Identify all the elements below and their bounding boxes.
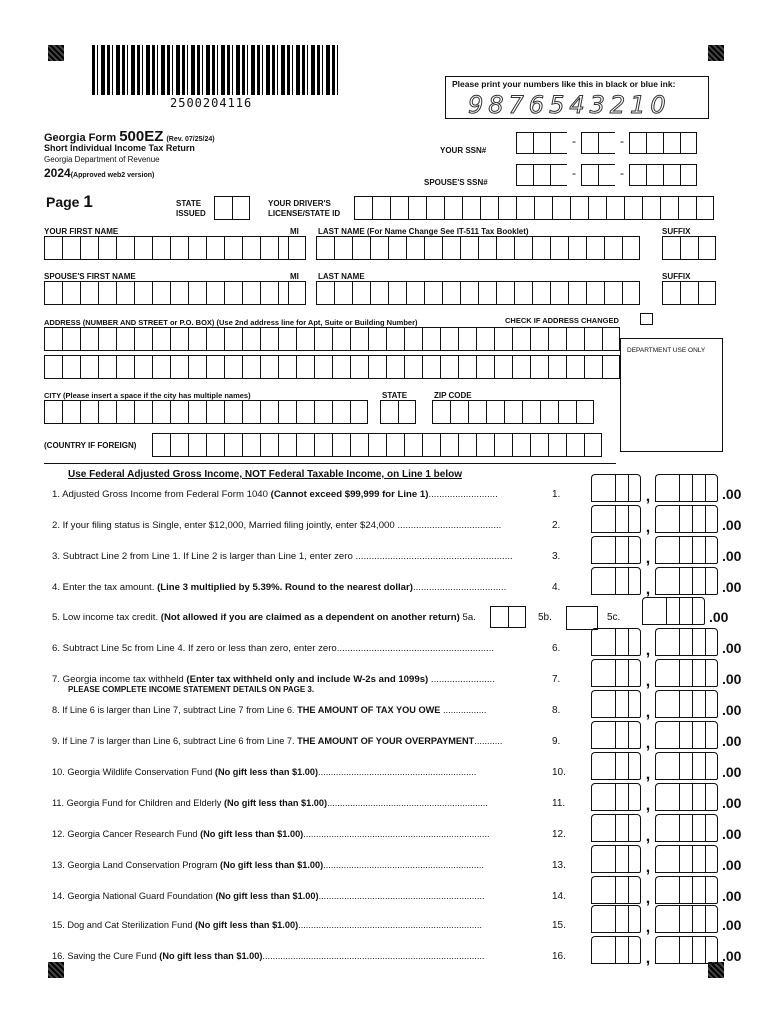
line-number-8: 8. — [552, 705, 561, 716]
zip-code-field[interactable] — [432, 400, 594, 424]
country-label: (COUNTRY IF FOREIGN) — [44, 441, 137, 450]
drivers-license-label: YOUR DRIVER'S LICENSE/STATE ID — [268, 199, 341, 218]
line-7-text: 7. Georgia income tax withheld (Enter tax withheld only and include W-2s and 1099s) ........................ — [52, 674, 495, 685]
your-mi-field[interactable] — [288, 236, 306, 260]
sample-digits: 9876543210 — [468, 91, 671, 119]
address-changed-label: CHECK IF ADDRESS CHANGED — [505, 316, 619, 325]
city-field[interactable] — [44, 400, 368, 424]
cents-label: .00 — [722, 548, 742, 564]
thousands-separator: , — [645, 766, 651, 783]
thousands-separator: , — [645, 673, 651, 690]
amount-field-line-12[interactable] — [591, 814, 742, 845]
thousands-separator: , — [645, 550, 651, 567]
zip-code-label: ZIP CODE — [434, 391, 472, 400]
amount-field-line-9[interactable] — [591, 721, 742, 752]
cents-label: .00 — [722, 826, 742, 842]
amount-field-line-7[interactable] — [591, 659, 742, 690]
address-label: ADDRESS (NUMBER AND STREET or P.O. BOX) (Use 2nd address line for Apt, Suite or Building Number) — [44, 318, 418, 327]
line-number-14: 14. — [552, 891, 566, 902]
line-number-4: 4. — [552, 582, 561, 593]
registration-mark-bottom-right — [708, 962, 724, 978]
line-number-6: 6. — [552, 643, 561, 654]
amount-field-line-10[interactable] — [591, 752, 742, 783]
line-11-text: 11. Georgia Fund for Children and Elderly (No gift less than $1.00)............................................................... — [52, 798, 488, 808]
amount-field-line-5c[interactable] — [642, 597, 728, 625]
thousands-separator: , — [645, 519, 651, 536]
registration-mark-bottom-left — [48, 962, 64, 978]
line-2-text: 2. If your filing status is Single, enter $12,000, Married filing jointly, enter $24,000 ....................................... — [52, 520, 502, 531]
thousands-separator: , — [645, 735, 651, 752]
line-number-13: 13. — [552, 860, 566, 871]
amount-field-line-3[interactable] — [591, 536, 742, 567]
state-issued-field[interactable] — [214, 196, 250, 220]
cents-label: .00 — [709, 609, 729, 625]
spouse-first-name-field[interactable] — [44, 281, 296, 305]
amount-field-line-16[interactable] — [591, 936, 742, 967]
amount-field-line-4[interactable] — [591, 567, 742, 598]
spouse-last-name-label: LAST NAME — [318, 272, 365, 281]
thousands-separator: , — [645, 488, 651, 505]
form-title: Georgia Form 500EZ (Rev. 07/25/24) — [44, 128, 215, 145]
country-field[interactable] — [152, 433, 602, 457]
cents-label: .00 — [722, 579, 742, 595]
amount-field-line-15[interactable] — [591, 905, 742, 936]
line-8-text: 8. If Line 6 is larger than Line 7, subtract Line 7 from Line 6. THE AMOUNT OF TAX YOU OWE ................. — [52, 705, 487, 715]
line-number-12: 12. — [552, 829, 566, 840]
thousands-separator: , — [645, 950, 651, 967]
cents-label: .00 — [722, 671, 742, 687]
spouse-first-name-label: SPOUSE'S FIRST NAME — [44, 272, 136, 281]
form-subtitle: Short Individual Income Tax Return — [44, 143, 195, 153]
last-name-change-label: LAST NAME (For Name Change See IT-511 Tax Booklet) — [318, 227, 529, 236]
page-indicator: Page 1 — [46, 192, 93, 211]
line-13-text: 13. Georgia Land Conservation Program (No gift less than $1.00)............................................................... — [52, 860, 484, 870]
your-suffix-field[interactable] — [662, 236, 716, 260]
line-number-3: 3. — [552, 551, 561, 562]
cents-label: .00 — [722, 764, 742, 780]
your-first-name-field[interactable] — [44, 236, 296, 260]
spouse-mi-field[interactable] — [288, 281, 306, 305]
your-ssn-field[interactable]: - - — [516, 132, 697, 154]
mi-label: MI — [290, 227, 299, 236]
line-12-text: 12. Georgia Cancer Research Fund (No gift less than $1.00)......................................................................... — [52, 829, 490, 839]
spouse-ssn-field[interactable]: - - — [516, 164, 697, 186]
line-5-text: 5. Low income tax credit. (Not allowed if you are claimed as a dependent on another return) 5a. — [52, 612, 476, 623]
tax-year: 2024(Approved web2 version) — [44, 166, 155, 180]
line-14-text: 14. Georgia National Guard Foundation (No gift less than $1.00)................................................................. — [52, 891, 485, 901]
your-first-name-label: YOUR FIRST NAME — [44, 227, 119, 236]
registration-mark-top-right — [708, 45, 724, 61]
state-label: STATE — [382, 391, 408, 400]
line-6-text: 6. Subtract Line 5c from Line 4. If zero or less than zero, enter zero........................................................... — [52, 643, 495, 654]
line-number-16: 16. — [552, 951, 566, 962]
cents-label: .00 — [722, 917, 742, 933]
city-label: CITY (Please insert a space if the city has multiple names) — [44, 391, 251, 400]
spouse-last-name-field[interactable] — [316, 281, 640, 305]
department-use-only-box: DEPARTMENT USE ONLY — [620, 338, 723, 452]
amount-field-line-11[interactable] — [591, 783, 742, 814]
thousands-separator: , — [645, 890, 651, 907]
line-16-text: 16. Saving the Cure Fund (No gift less than $1.00)....................................................................................... — [52, 951, 485, 961]
amount-field-line-6[interactable] — [591, 628, 742, 659]
sample-digits-box — [445, 76, 709, 119]
line-7-note: PLEASE COMPLETE INCOME STATEMENT DETAILS ON PAGE 3. — [68, 685, 315, 694]
amount-field-line-8[interactable] — [591, 690, 742, 721]
cents-label: .00 — [722, 948, 742, 964]
line-4-text: 4. Enter the tax amount. (Line 3 multiplied by 5.39%. Round to the nearest dollar)................................... — [52, 582, 507, 593]
line-number-2: 2. — [552, 520, 561, 531]
thousands-separator: , — [645, 581, 651, 598]
thousands-separator: , — [645, 704, 651, 721]
address-changed-checkbox[interactable] — [640, 313, 653, 325]
line-number-9: 9. — [552, 736, 561, 747]
amount-field-line-13[interactable] — [591, 845, 742, 876]
line-5a-field[interactable] — [490, 606, 526, 628]
section-divider — [44, 463, 616, 464]
thousands-separator: , — [645, 919, 651, 936]
cents-label: .00 — [722, 857, 742, 873]
suffix-label: SUFFIX — [662, 227, 691, 236]
thousands-separator: , — [645, 828, 651, 845]
line-5c-label: 5c. — [607, 612, 621, 623]
registration-mark-top-left — [48, 45, 64, 61]
cents-label: .00 — [722, 888, 742, 904]
your-last-name-field[interactable] — [316, 236, 640, 260]
barcode — [92, 45, 340, 95]
line-5b-field[interactable] — [566, 606, 598, 630]
thousands-separator: , — [645, 642, 651, 659]
line-3-text: 3. Subtract Line 2 from Line 1. If Line 2 is larger than Line 1, enter zero ........................................................... — [52, 551, 513, 562]
address-line1-field[interactable] — [44, 327, 620, 351]
thousands-separator: , — [645, 797, 651, 814]
state-issued-label: STATE ISSUED — [176, 199, 206, 218]
amount-field-line-1[interactable] — [591, 474, 742, 505]
thousands-separator: , — [645, 859, 651, 876]
spouse-mi-label: MI — [290, 272, 299, 281]
cents-label: .00 — [722, 795, 742, 811]
amount-field-line-14[interactable] — [591, 876, 742, 907]
address-line2-field[interactable] — [44, 355, 620, 379]
sample-instruction: Please print your numbers like this in black or blue ink: — [452, 79, 676, 89]
cents-label: .00 — [722, 486, 742, 502]
cents-label: .00 — [722, 517, 742, 533]
cents-label: .00 — [722, 733, 742, 749]
line-10-text: 10. Georgia Wildlife Conservation Fund (No gift less than $1.00).............................................................. — [52, 767, 477, 777]
line-number-5: 5b. — [538, 612, 552, 623]
instruction-heading: Use Federal Adjusted Gross Income, NOT Federal Taxable Income, on Line 1 below — [68, 469, 462, 480]
amount-field-line-2[interactable] — [591, 505, 742, 536]
spouse-suffix-field[interactable] — [662, 281, 716, 305]
barcode-number: 2500204116 — [170, 96, 253, 110]
line-number-15: 15. — [552, 920, 566, 931]
line-number-10: 10. — [552, 767, 566, 778]
line-number-1: 1. — [552, 489, 561, 500]
line-1-text: 1. Adjusted Gross Income from Federal Form 1040 (Cannot exceed $99,999 for Line 1).......................... — [52, 489, 498, 500]
line-number-11: 11. — [552, 798, 566, 809]
line-number-7: 7. — [552, 674, 561, 685]
cents-label: .00 — [722, 640, 742, 656]
line-9-text: 9. If Line 7 is larger than Line 6, subtract Line 6 from Line 7. THE AMOUNT OF YOUR OVERPAYMENT........... — [52, 736, 503, 746]
department-name: Georgia Department of Revenue — [44, 155, 160, 164]
line-15-text: 15. Dog and Cat Sterilization Fund (No gift less than $1.00)........................................................................ — [52, 920, 482, 930]
spouse-ssn-label: SPOUSE'S SSN# — [424, 178, 488, 187]
spouse-suffix-label: SUFFIX — [662, 272, 691, 281]
cents-label: .00 — [722, 702, 742, 718]
your-ssn-label: YOUR SSN# — [440, 146, 487, 155]
state-field[interactable] — [380, 400, 416, 424]
drivers-license-field[interactable] — [354, 196, 714, 220]
